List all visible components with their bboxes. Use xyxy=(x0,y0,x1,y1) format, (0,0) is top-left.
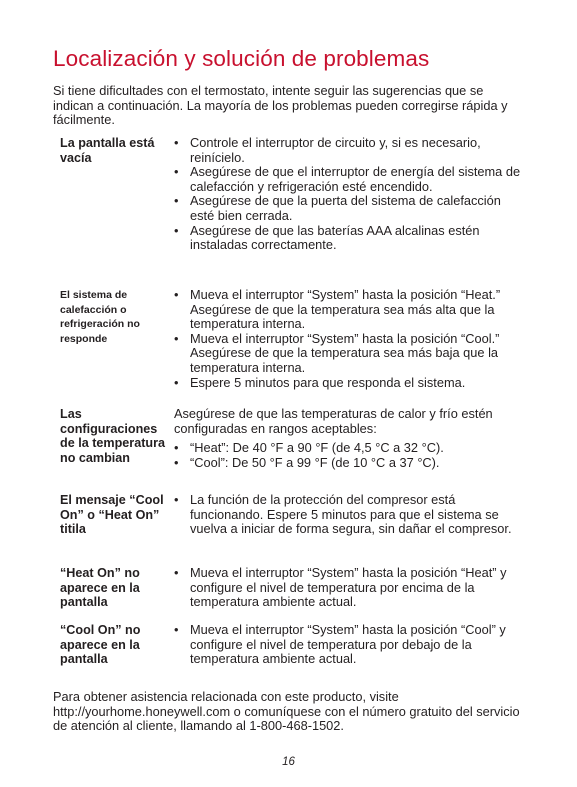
solution-content xyxy=(174,623,524,667)
solution-item: • Mueva el interruptor “System” hasta la posición “Cool” y configure el nivel de temperatura por debajo de la temperatura ambiente actual. xyxy=(174,623,524,667)
problem-label: “Heat On” no aparece en la pantalla xyxy=(60,566,140,610)
solution-content xyxy=(174,288,524,390)
solution-item: • Asegúrese de que la puerta del sistema de calefacción esté bien cerrada. xyxy=(174,194,524,223)
intro-paragraph: Si tiene dificultades con el termostato, intente seguir las sugerencias que se indican a continuación. La mayoría de los problemas pueden corregirse rápida y fácilmente. xyxy=(53,83,508,128)
problem-label: Las configuraciones de la temperatura no cambian xyxy=(60,407,165,465)
solution-item: • “Heat”: De 40 °F a 90 °F (de 4,5 °C a 32 °C). xyxy=(174,441,524,456)
solution-item: • La función de la protección del compresor está funcionando. Espere 5 minutos para que el sistema se vuelva a iniciar de forma segura, sin dañar el compresor. xyxy=(174,493,524,537)
solution-list xyxy=(174,623,524,667)
page-number: 16 xyxy=(282,756,295,768)
solution-list xyxy=(174,288,524,390)
solution-item: • Controle el interruptor de circuito y, si es necesario, reinícielo. xyxy=(174,136,524,165)
problem-label: La pantalla está vacía xyxy=(60,136,155,165)
page-title: Localización y solución de problemas xyxy=(53,46,430,71)
solution-list xyxy=(174,441,524,470)
problem-label: El sistema de calefacción o refrigeración no responde xyxy=(60,289,140,345)
solution-list xyxy=(174,566,524,610)
solution-content xyxy=(174,407,524,470)
solution-item: • Mueva el interruptor “System” hasta la posición “Heat” y configure el nivel de temperatura por encima de la temperatura ambiente actual. xyxy=(174,566,524,610)
solution-text: Asegúrese de que las temperaturas de calor y frío estén configuradas en rangos aceptables: xyxy=(174,406,493,436)
problem-label: El mensaje “Cool On” o “Heat On” titila xyxy=(60,493,164,537)
solution-content xyxy=(174,566,524,610)
solution-item: • Espere 5 minutos para que responda el sistema. xyxy=(174,376,524,391)
solution-list xyxy=(174,136,524,253)
solution-item: • Mueva el interruptor “System” hasta la posición “Cool.” Asegúrese de que la temperatura sea más baja que la temperatura interna. xyxy=(174,332,524,376)
solution-item: • Asegúrese de que el interruptor de energía del sistema de calefacción y refrigeración esté encendido. xyxy=(174,165,524,194)
problem-label: “Cool On” no aparece en la pantalla xyxy=(60,623,141,667)
solution-item: • “Cool”: De 50 °F a 99 °F (de 10 °C a 37 °C). xyxy=(174,456,524,471)
solution-item: • Asegúrese de que las baterías AAA alcalinas estén instaladas correctamente. xyxy=(174,224,524,253)
support-footer: Para obtener asistencia relacionada con este producto, visite http://yourhome.honeywell.com o comuníquese con el número gratuito del servicio de atención al cliente, llamando al 1-800-468-1502. xyxy=(53,689,520,734)
solution-content xyxy=(174,493,524,537)
solution-list xyxy=(174,493,524,537)
solution-content xyxy=(174,136,524,253)
solution-item: • Mueva el interruptor “System” hasta la posición “Heat.” Asegúrese de que la temperatura sea más alta que la temperatura interna. xyxy=(174,288,524,332)
